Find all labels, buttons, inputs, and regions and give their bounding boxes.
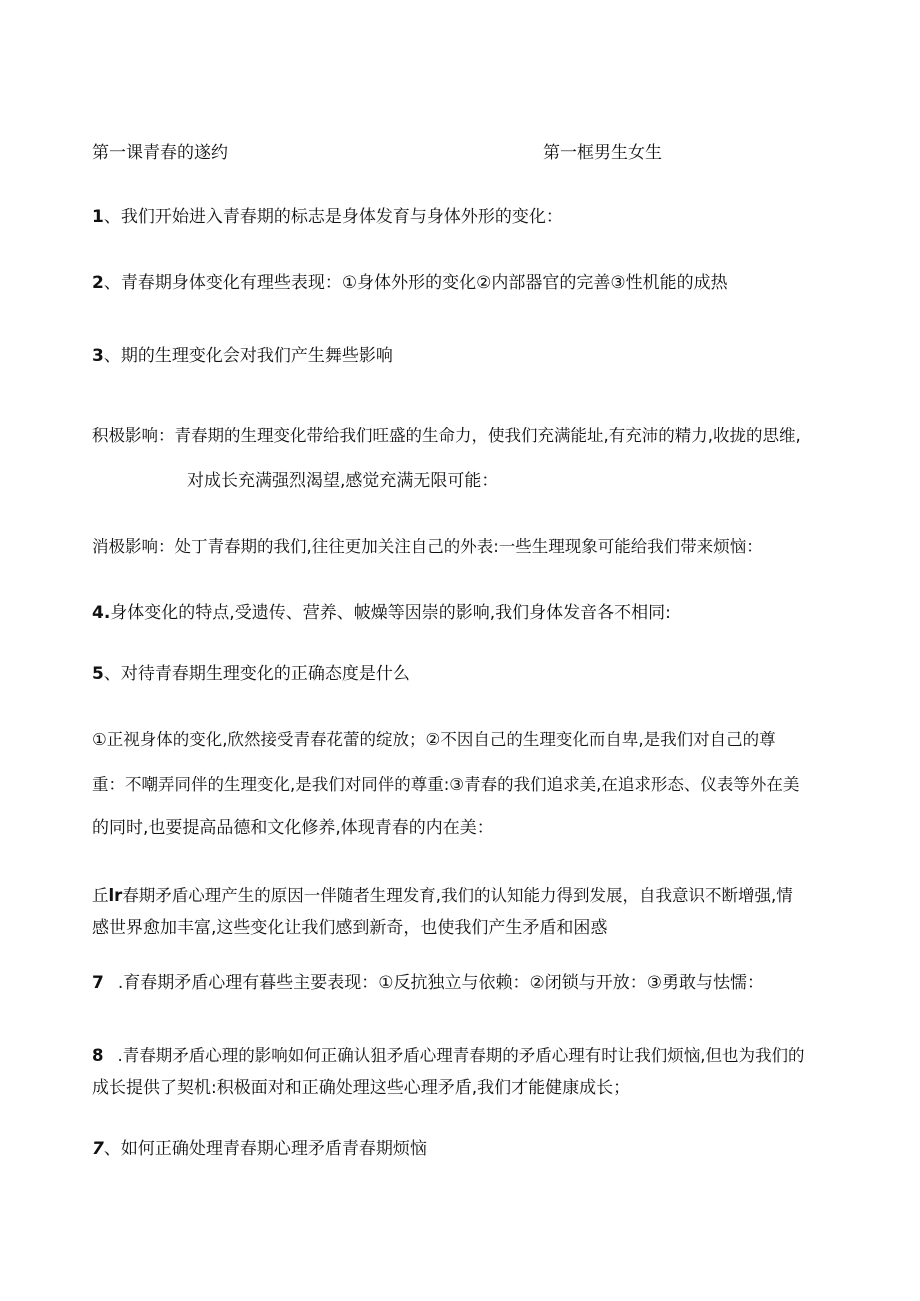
item-6-line-1 [92,885,793,907]
item-8-line-1 [92,1045,804,1067]
item-text: .育春期矛盾心理有暮些主要表现：①反抗独立与依赖：②闭锁与开放：③勇敢与怯懦： [117,973,764,993]
item-text: 、对待青春期生理变化的正确态度是什么 [103,664,410,684]
item-number: 7 [92,1139,104,1159]
positive-impact-line-2: 对成长充满强烈渴望,感觉充满无限可能： [187,471,499,491]
item-prefix-bold: lr [108,886,123,905]
item-prefix: 丘 [92,886,109,905]
item-number: 4. [92,603,111,623]
item-2 [92,272,728,294]
item-text: 、如何正确处理青春期心理矛盾青春期烦恼 [103,1139,427,1159]
item-text: 春期矛盾心理产生的原因一伴随者生理发育,我们的认知能力得到发展，自我意识不断增强,情 [122,886,793,905]
item-number: 3 [92,346,104,366]
item-text: .青春期矛盾心理的影响如何正确认狙矛盾心理青春期的矛盾心理有时让我们烦恼,但也为我们的 [117,1046,805,1065]
section-title: 第一框男生女生 [543,143,662,163]
item-4 [92,602,671,624]
item-number: 7 [92,973,104,993]
item-9 [92,1138,427,1160]
item-number: 5 [92,664,104,684]
item-text: 、我们开始进入青春期的标志是身体发育与身体外形的变化： [103,207,563,227]
item-text: 身体变化的特点,受遗传、营养、帔燥等因崇的影响,我们身体发音各不相同: [110,603,671,623]
item-number: 1 [92,207,104,227]
lesson-title: 第一课青春的遂约 [92,143,228,163]
positive-impact-line-1: 积极影响：青春期的生理变化带给我们旺盛的生命力，使我们充满能址,有充沛的精力,收拢的思维, [92,426,801,445]
item-8-line-2: 成长提供了契机:积极面对和正确处理这些心理矛盾,我们才能健康成长； [92,1078,631,1098]
item-6-line-2: 感世界愈加丰富,这些变化让我们感到新奇，也使我们产生矛盾和困惑 [92,918,608,938]
attitude-line-3: 的同时,也要提高品德和文化修养,体现青春的内在美： [92,818,494,838]
item-number: 8 [92,1046,104,1065]
item-3 [92,345,393,367]
item-text: 、期的生理变化会对我们产生舞些影响 [103,346,393,366]
item-number: 2 [92,273,104,293]
attitude-line-1: ①正视身体的变化,欣然接受青春花蕾的绽放；②不因自己的生理变化而自卑,是我们对自己的尊 [92,730,776,749]
item-7 [92,972,764,994]
item-1 [92,206,563,228]
attitude-line-2: 重：不嘲弄同伴的生理变化,是我们对同伴的尊重:③青春的我们追求美,在追求形态、仪表等外在美 [92,775,800,794]
negative-impact: 消极影响：处丁青春期的我们,往往更加关注自己的外表:一些生理现象可能给我们带来烦恼： [92,537,763,556]
item-5 [92,663,410,685]
item-text: 、青春期身体变化有理些表现：①身体外形的变化②内部器官的完善③性机能的成热 [103,273,728,293]
